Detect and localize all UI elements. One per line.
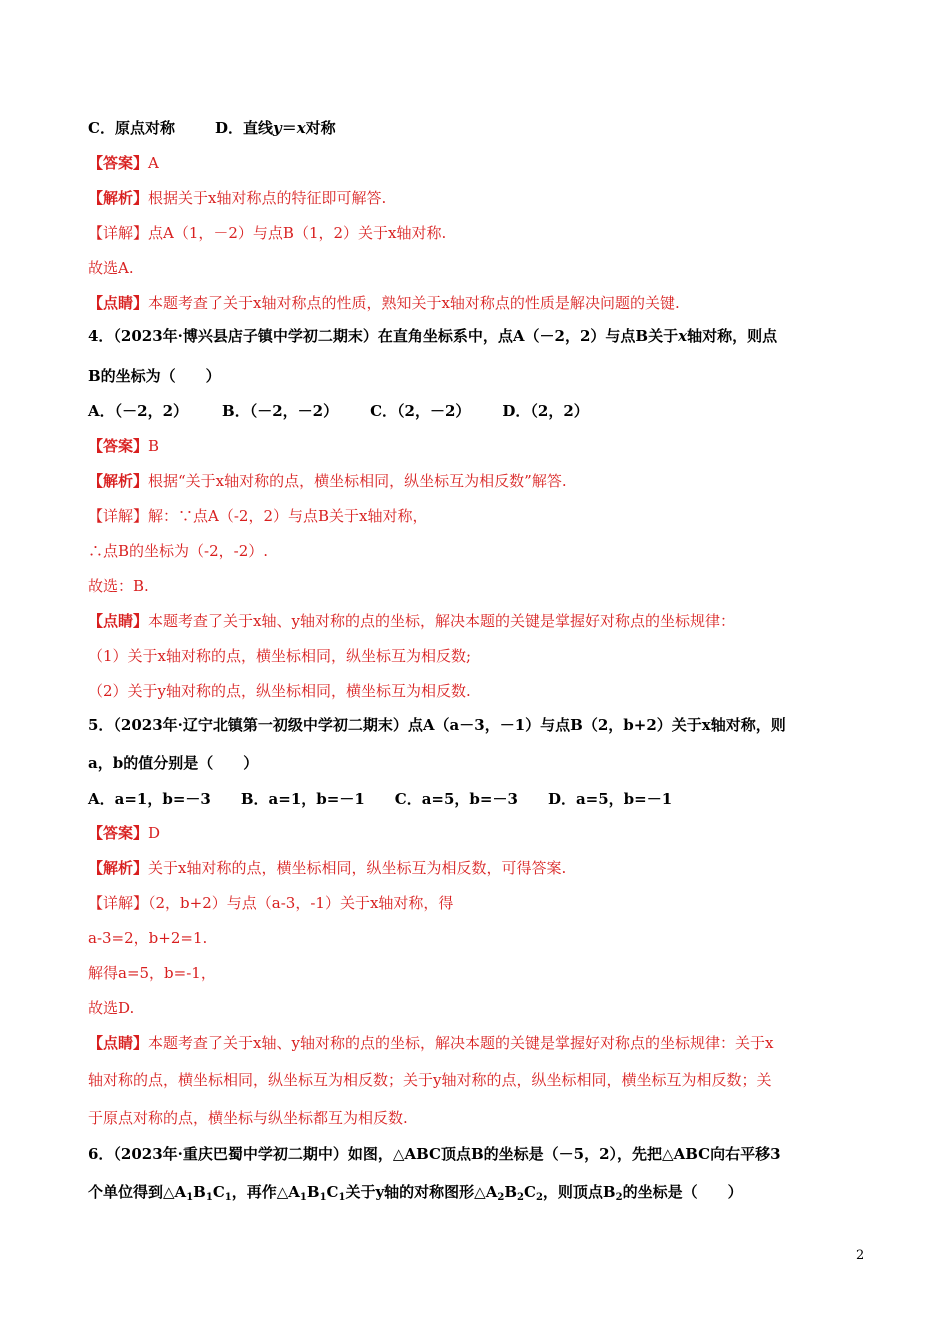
q6-text-j: ，则顶点B [542, 1183, 616, 1201]
q6-text-b: B [193, 1183, 206, 1201]
q6-sub: 2 [535, 1192, 543, 1203]
q6-text-g: 关于y轴的对称图形△A [345, 1183, 498, 1201]
option-d-x: x [296, 119, 306, 137]
q3-comment [88, 293, 680, 313]
analysis-text: 关于x轴对称的点，横坐标相同，纵坐标互为相反数，可得答案. [148, 859, 567, 877]
q5-answer [88, 823, 160, 843]
comment-tag: 【点睛】 [88, 612, 149, 630]
q3-analysis [88, 188, 386, 208]
q6-stem-2 [88, 1182, 743, 1208]
q3-choose: 故选A. [88, 259, 134, 277]
q4-stem-1 [88, 326, 777, 346]
q6-sub: 1 [319, 1192, 327, 1203]
q4-stem-suffix: 轴对称，则点 [687, 327, 778, 345]
q4-comment-2: （1）关于x轴对称的点，横坐标相同，纵坐标互为相反数; [88, 647, 472, 665]
q3-detail [88, 223, 446, 243]
analysis-text: 根据关于x轴对称点的特征即可解答. [148, 189, 387, 207]
q6-sub: 1 [224, 1192, 232, 1203]
q6-sub: 1 [205, 1192, 213, 1203]
answer-value: D [148, 824, 161, 842]
option-d-y: y [272, 119, 282, 137]
answer-value: A [148, 154, 159, 172]
detail-text: 解：∵点A（-2，2）与点B关于x轴对称， [148, 507, 428, 525]
comment-tag: 【点睛】 [88, 294, 149, 312]
q4-comment-3: （2）关于y轴对称的点，纵坐标相同，横坐标互为相反数. [88, 682, 471, 700]
detail-text: （2，b+2）与点（a-3，-1）关于x轴对称，得 [148, 894, 454, 912]
q4-option-c: C．（2，－2） [370, 402, 471, 420]
analysis-tag: 【解析】 [88, 189, 149, 207]
q6-text-a: 个单位得到△A [88, 1183, 187, 1201]
q4-options [88, 401, 589, 421]
answer-tag: 【答案】 [88, 154, 149, 172]
q5-comment-2: 轴对称的点，横坐标相同，纵坐标互为相反数；关于y轴对称的点，纵坐标相同，横坐标互为相反数；关 [88, 1071, 772, 1089]
q4-stem-prefix: 4．（2023年·博兴县店子镇中学初二期末）在直角坐标系中，点A（－2，2）与点B关于 [88, 327, 679, 345]
option-c: C．原点对称 [88, 119, 175, 137]
q6-sub: 2 [517, 1192, 524, 1203]
q6-text-i: C [523, 1183, 536, 1201]
q4-detail [88, 506, 428, 526]
q6-text-d: ，再作△A [231, 1183, 300, 1201]
q6-sub: 1 [299, 1192, 307, 1203]
q6-text-c: C [212, 1183, 225, 1201]
q5-detail-2: a-3=2，b+2=1. [88, 929, 208, 947]
q4-option-d: D．（2，2） [502, 402, 589, 420]
q5-comment [88, 1033, 773, 1053]
q6-text-f: C [326, 1183, 339, 1201]
q6-sub: 1 [186, 1192, 194, 1203]
comment-text: 本题考查了关于x轴对称点的性质，熟知关于x轴对称点的性质是解决问题的关键. [148, 294, 680, 312]
answer-tag: 【答案】 [88, 824, 149, 842]
q4-answer [88, 436, 159, 456]
q3-options-cd [88, 118, 336, 138]
answer-tag: 【答案】 [88, 437, 149, 455]
q4-analysis [88, 471, 567, 491]
q5-detail [88, 893, 453, 913]
comment-text: 本题考查了关于x轴、y轴对称的点的坐标，解决本题的关键是掌握好对称点的坐标规律： [148, 612, 735, 630]
q4-comment [88, 611, 735, 631]
q6-sub: 2 [497, 1192, 505, 1203]
q5-option-a: A．a=1，b=－3 [88, 790, 211, 808]
analysis-tag: 【解析】 [88, 859, 149, 877]
q5-options [88, 789, 672, 809]
q3-answer [88, 153, 159, 173]
q4-stem-2: B的坐标为（ ） [88, 367, 221, 385]
q6-text-e: B [306, 1183, 320, 1201]
analysis-tag: 【解析】 [88, 472, 149, 490]
q5-option-c: C．a=5，b=－3 [394, 790, 518, 808]
q6-sub: 1 [338, 1192, 346, 1203]
detail-text: 点A（1，－2）与点B（1，2）关于x轴对称. [148, 224, 447, 242]
q5-option-d: D．a=5，b=－1 [547, 790, 673, 808]
detail-tag: 【详解】 [88, 507, 149, 525]
detail-tag: 【详解】 [88, 224, 149, 242]
comment-tag: 【点睛】 [88, 1034, 149, 1052]
q4-choose: 故选：B. [88, 577, 149, 595]
q5-comment-3: 于原点对称的点，横坐标与纵坐标都互为相反数. [88, 1109, 408, 1127]
q6-sub: 2 [615, 1192, 623, 1203]
detail-tag: 【详解】 [88, 894, 149, 912]
q5-stem-2: a，b的值分别是（ ） [88, 754, 259, 772]
answer-value: B [148, 437, 160, 455]
option-d-suffix: 对称 [305, 119, 336, 137]
q6-stem-1: 6．（2023年·重庆巴蜀中学初二期中）如图，△ABC顶点B的坐标是（－5，2），先把△ABC向右平移3 [88, 1145, 781, 1163]
q4-detail-2: ∴点B的坐标为（-2，-2）. [88, 542, 269, 560]
option-d-eq: ＝ [281, 119, 297, 137]
q5-choose: 故选D. [88, 999, 135, 1017]
q4-option-a: A．（－2，2） [88, 402, 189, 420]
q5-stem-1: 5．（2023年·辽宁北镇第一初级中学初二期末）点A（a－3，－1）与点B（2，b+2）关于x轴对称，则 [88, 716, 786, 734]
q4-stem-x: x [678, 327, 688, 345]
q6-text-k: 的坐标是（ ） [622, 1183, 743, 1201]
analysis-text: 根据“关于x轴对称的点，横坐标相同，纵坐标互为相反数”解答. [148, 472, 567, 490]
page-number: 2 [856, 1248, 865, 1263]
q6-text-h: B [504, 1183, 518, 1201]
comment-text: 本题考查了关于x轴、y轴对称的点的坐标，解决本题的关键是掌握好对称点的坐标规律：关于x [148, 1034, 774, 1052]
q4-option-b: B．（－2，－2） [222, 402, 339, 420]
q5-option-b: B．a=1，b=－1 [240, 790, 365, 808]
option-d-prefix: D．直线 [214, 119, 273, 137]
q5-analysis [88, 858, 566, 878]
q5-detail-3: 解得a=5，b=-1， [88, 964, 216, 982]
